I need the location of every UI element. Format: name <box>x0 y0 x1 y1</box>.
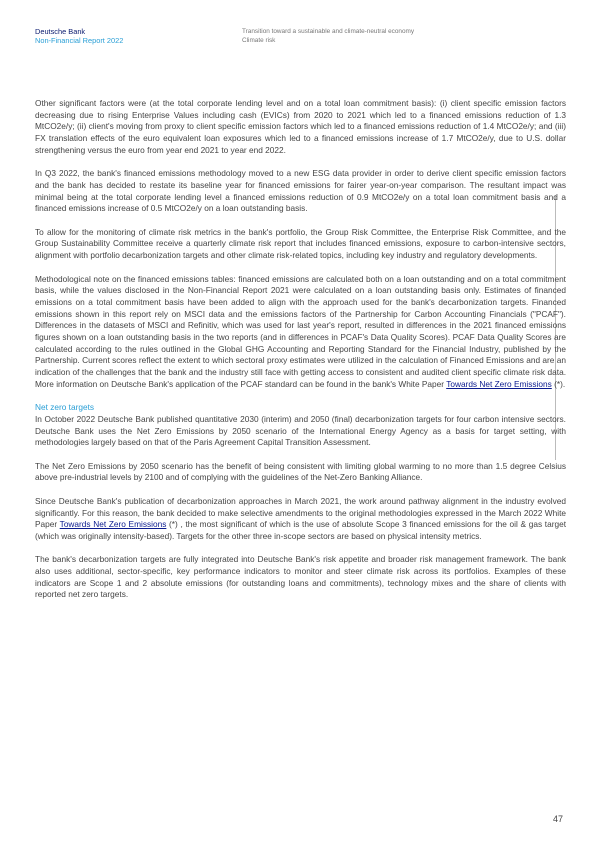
subsection-title: Climate risk <box>242 37 276 44</box>
header-right <box>242 27 414 45</box>
paragraph-text: (*) , the most significant of which is the use of absolute Scope 3 financed emissions for the oil & gas target (which was originally intensity-based). Targets for the other three in-scope sectors are based on physical intensity metrics. <box>35 519 567 541</box>
paragraph <box>35 496 566 543</box>
note-text: Methodological note on the financed emissions tables: financed emissions are calculated both on a loan outstanding and on a total commitment basis, while the values disclosed in the Non-Financial Report 2021 were calculated on a loan outstanding basis only. Estimates of financed emissions on a total commitment basis have been added to align with the approach used for the bank's decarbonization targets. Financed emissions shown in this report rely on MSCI data and the emissions factors of the Partnership for Carbon Accounting Financials ("PCAF"). Differences in the datasets of MSCI and Refinitiv, which was used for last year's report, resulted in differences in the 2021 financed emissions figures shown on a loan outstanding basis in the two reports (and in differences in PCAF's Data Quality Scores). PCAF Data Quality Scores are calculated according to the rules outlined in the Global GHG Accounting and Reporting Standard for the Financial Industry, published by the Partnership. Current scores reflect the extent to which sectoral proxy estimates were utilized in the calculation of Financed Emissions and are an indication of the challenges that the bank and the industry still face with getting access to consistent and audited client specific climate risk data. More information on Deutsche Bank's application of the PCAF standard can be found in the bank's White Paper <box>35 273 566 389</box>
paragraph: To allow for the monitoring of climate risk metrics in the bank's portfolio, the Group Risk Committee, the Enterprise Risk Committee, and the Group Sustainability Committee receive a quarterly climate risk report that includes financed emissions, exposure to carbon-intensive sectors, alignment with portfolio decarbonization targets and other climate risk-related topics, including key industry and regulatory developments. <box>35 226 566 261</box>
paragraph: Other significant factors were (at the total corporate lending level and on a total loan commitment basis): (i) client specific emission factors decreasing due to rising Enterprise Values including cash (EVICs) from 2020 to 2021 which led to a financed emissions reduction of 1.3 MtCO2e/y; (ii) client's moving from proxy to client specific emission factors which led to a financed emissions reduction of 1.4 MtCO2e/y; and (iii) FX translation effects of the euro equivalent loan exposures which led to a financed emissions increase of 1.7 MtCO2e/y, due to U.S. dollar strengthening versus the euro from year end 2021 to year end 2022. <box>35 98 566 155</box>
section-title: Transition toward a sustainable and climate-neutral economy <box>242 28 415 35</box>
paragraph-text: Since Deutsche Bank's publication of decarbonization approaches in March 2021, the work around pathway alignment in the industry evolved significantly. For this reason, the bank decided to make selective amendments to the original methodologies expressed in the March 2022 White Paper <box>35 495 566 530</box>
paragraph: The bank's decarbonization targets are fully integrated into Deutsche Bank's risk appetite and broader risk management framework. The bank also uses additional, sector-specific, key performance indicators to monitor and steer climate risk across its portfolios. Examples of these indicators are Scope 1 and 2 absolute emissions (for outstanding loans and commitments), technology mixes and the share of clients with reported net zero targets. <box>35 554 566 600</box>
report-name: Non-Financial Report 2022 <box>35 36 124 45</box>
paragraph: The Net Zero Emissions by 2050 scenario has the benefit of being consistent with limiting global warming to no more than 1.5 degree Celsius above pre-industrial levels by 2100 and of complying with the guidelines of the Net-Zero Banking Alliance. <box>35 460 566 483</box>
white-paper-link[interactable]: Towards Net Zero Emissions <box>59 519 167 530</box>
note-suffix: (*). <box>551 378 566 389</box>
paragraph: In October 2022 Deutsche Bank published quantitative 2030 (interim) and 2050 (final) decarbonization targets for four carbon intensive sectors. Deutsche Bank uses the Net Zero Emissions by 2050 scenario of the International Energy Agency as a basis for target setting, with methodologies largely based on that of the Paris Agreement Capital Transition Assessment. <box>35 413 566 448</box>
paragraph: In Q3 2022, the bank's financed emissions methodology moved to a new ESG data provider in order to derive client specific emission factors and the bank has decided to restate its baseline year for financed emissions for fairer year-on-year comparison. The resultant impact was minimal being at the total corporate lending level a financed emissions reduction of 0.9 MtCO2e/y on a total loan commitment basis and a financed emissions increase of 0.5 MtCO2e/y on a loan outstanding basis. <box>35 168 566 214</box>
company-name: Deutsche Bank <box>35 27 86 36</box>
section-heading: Net zero targets <box>35 402 95 413</box>
page-number: 47 <box>553 814 564 824</box>
body-content <box>35 98 566 613</box>
header-left <box>35 27 123 45</box>
white-paper-link[interactable]: Towards Net Zero Emissions <box>446 378 552 389</box>
methodological-note <box>35 274 566 391</box>
